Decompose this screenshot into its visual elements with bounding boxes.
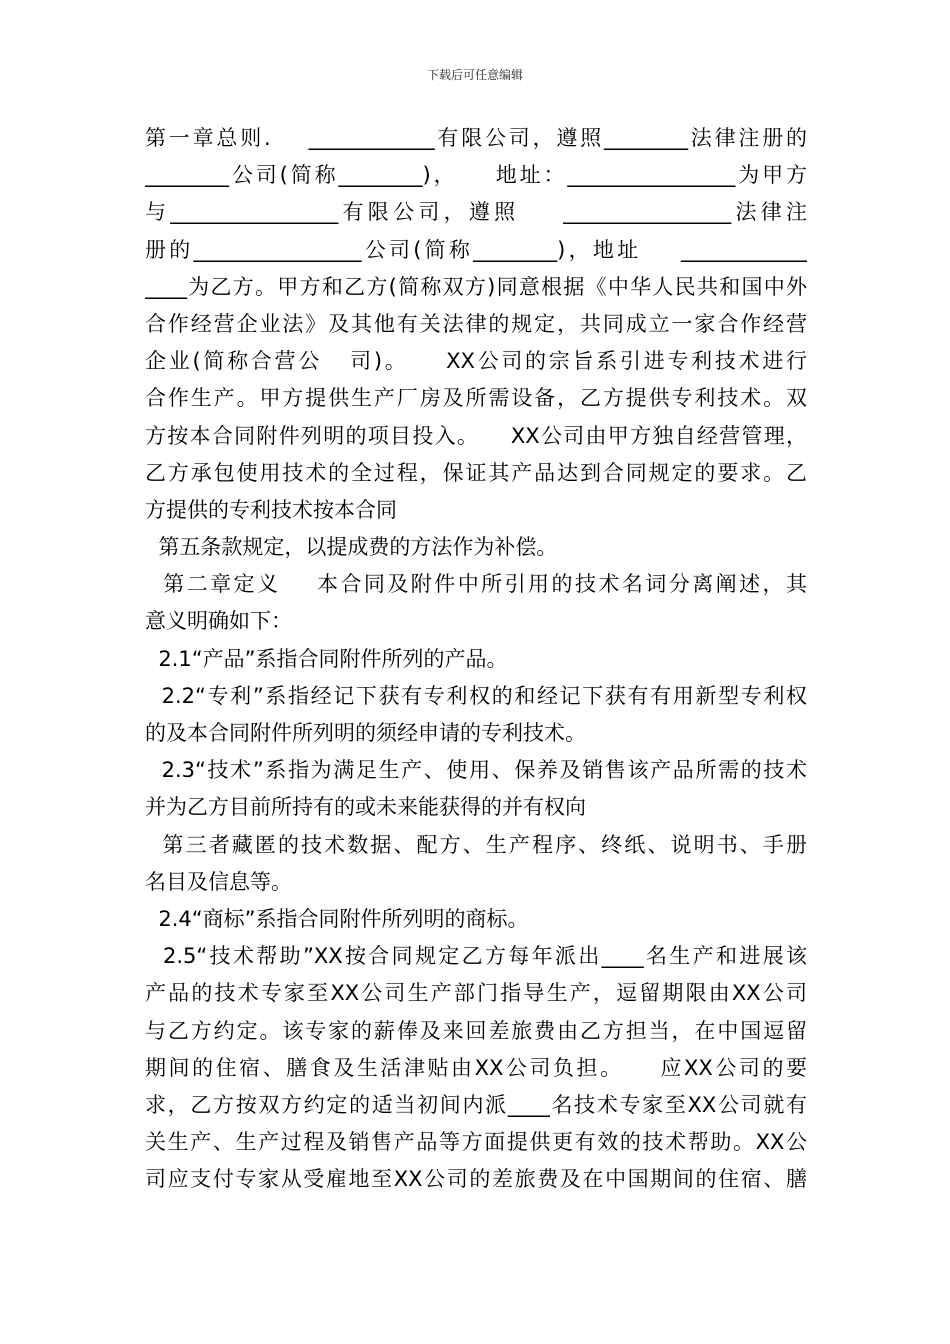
text-line: 2.2“专利”系指经记下获有专利权的和经记下获有有用新型专利权 bbox=[145, 683, 807, 708]
text-line: 名目及信息等。 bbox=[145, 869, 292, 894]
text-line: 的及本合同附件所列明的须经申请的专利技术。 bbox=[145, 721, 586, 745]
text-line: 2.1“产品”系指合同附件所列的产品。 bbox=[145, 646, 508, 671]
text-line: 第三者藏匿的技术数据、配方、生产程序、终纸、说明书、手册 bbox=[145, 832, 807, 857]
text-line: 与乙方约定。该专家的薪俸及来回差旅费由乙方担当，在中国逗留 bbox=[145, 1018, 807, 1043]
text-line: 2.3“技术”系指为满足生产、使用、保养及销售该产品所需的技术 bbox=[145, 758, 807, 783]
text-line: 方提供的专利技术按本合同 bbox=[145, 497, 397, 522]
text-line: 司应支付专家从受雇地至XX公司的差旅费及在中国期间的住宿、膳 bbox=[145, 1167, 807, 1192]
text-line: 2.4“商标”系指合同附件所列明的商标。 bbox=[145, 906, 529, 931]
text-line: ____为乙方。甲方和乙方(简称双方)同意根据《中华人民共和国中外 bbox=[145, 274, 807, 299]
text-line: 并为乙方目前所持有的或未来能获得的并有权向 bbox=[145, 795, 586, 820]
text-line: 第五条款规定，以提成费的方法作为补偿。 bbox=[145, 535, 558, 560]
text-line: 期间的住宿、膳食及生活津贴由XX公司负担。 应XX公司的要 bbox=[145, 1055, 807, 1080]
text-line: 第二章定义 本合同及附件中所引用的技术名词分离阐述，其 bbox=[145, 572, 807, 597]
text-line: 求，乙方按双方约定的适当初间内派____名技术专家至XX公司就有 bbox=[145, 1092, 807, 1117]
text-line: 第一章总则. ____________有限公司，遵照________法律注册的 bbox=[145, 126, 807, 150]
text-line: 合作生产。甲方提供生产厂房及所需设备，乙方提供专利技术。双 bbox=[145, 386, 807, 411]
text-line: 乙方承包使用技术的全过程，保证其产品达到合同规定的要求。乙 bbox=[145, 460, 807, 485]
text-line: 产品的技术专家至XX公司生产部门指导生产，逗留期限由XX公司 bbox=[145, 981, 807, 1006]
text-line: 企业(简称合营公 司)。 XX公司的宗旨系引进专利技术进行 bbox=[145, 349, 807, 374]
text-line: 与________________有限公司，遵照 ________________法律注 bbox=[145, 200, 807, 225]
text-line: 2.5“技术帮助”XX按合同规定乙方每年派出____名生产和进展该 bbox=[145, 944, 807, 969]
text-line: ________公司(简称________)， 地址：________________为甲方 bbox=[145, 163, 807, 188]
text-line: 意义明确如下： bbox=[145, 609, 292, 634]
text-line: 关生产、生产过程及销售产品等方面提供更有效的技术帮助。XX公 bbox=[145, 1130, 807, 1155]
text-line: 方按本合同附件列明的项目投入。 XX公司由甲方独自经营管理， bbox=[145, 423, 807, 448]
text-line: 册的________________公司(简称________)，地址 ____________ bbox=[145, 237, 807, 262]
document-body bbox=[145, 120, 807, 1198]
page-header: 下载后可任意编辑 bbox=[426, 68, 523, 82]
text-line: 合作经营企业法》及其他有关法律的规定，共同成立一家合作经营 bbox=[145, 311, 807, 336]
